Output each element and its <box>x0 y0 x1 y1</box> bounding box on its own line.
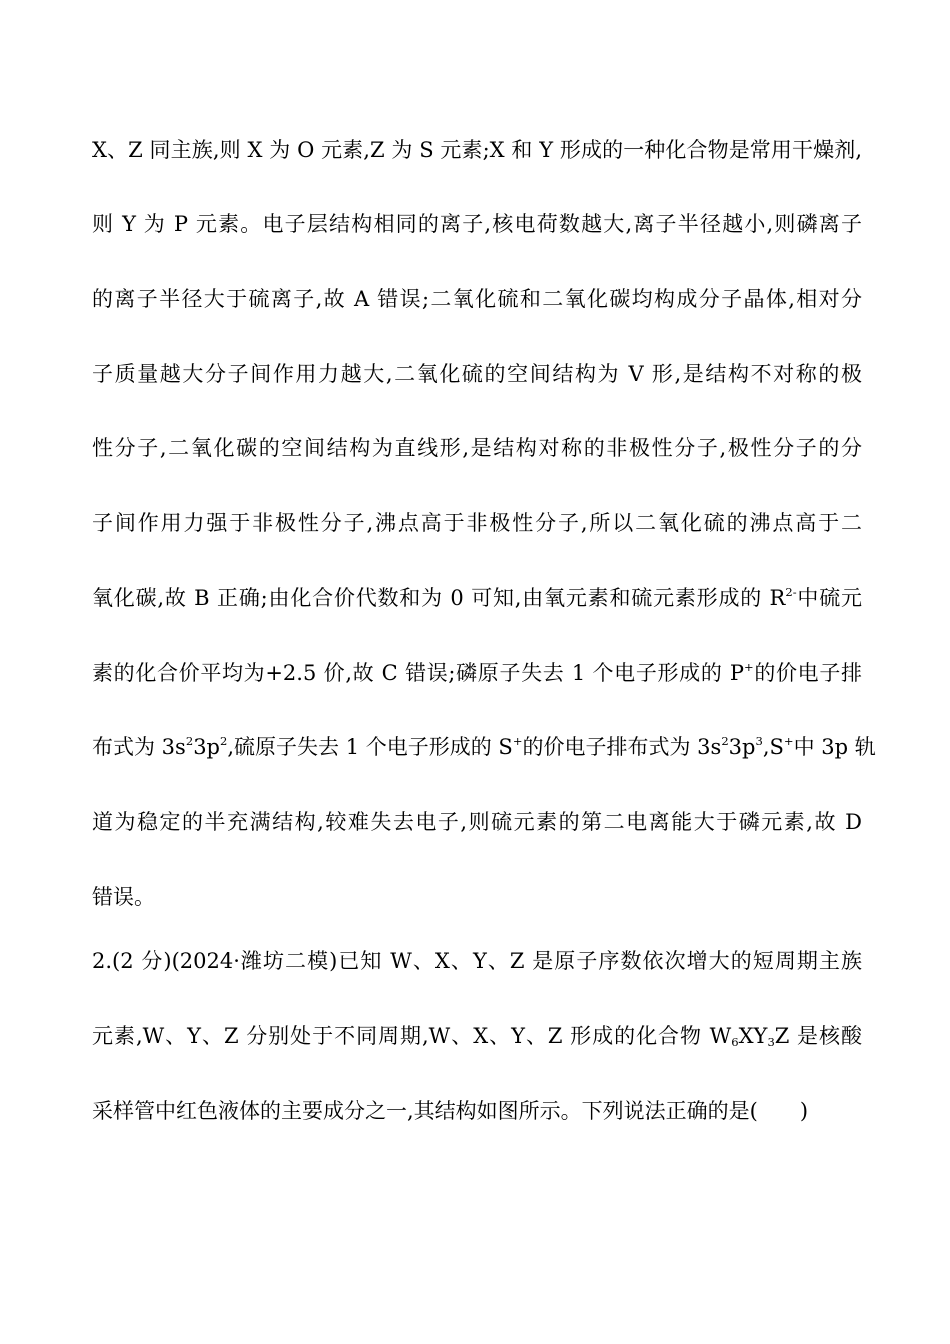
superscript: + <box>512 734 523 749</box>
text-run: 3p <box>728 735 756 759</box>
text-run: 氧化碳,故 B 正确;由化合价代数和为 0 可知,由氧元素和硫元素形成的 R <box>92 586 786 610</box>
text-line <box>92 807 862 837</box>
text-line <box>92 508 862 538</box>
text-run: 的价电子排布式为 3s <box>522 735 722 759</box>
superscript: 2 <box>721 734 729 749</box>
text-run: 素的化合价平均为+2.5 价,故 C 错误;磷原子失去 1 个电子形成的 P <box>92 661 744 685</box>
subscript: 6 <box>731 1034 739 1049</box>
text-run: 性分子,二氧化碳的空间结构为直线形,是结构对称的非极性分子,极性分子的分 <box>92 436 862 460</box>
text-run: 3p <box>193 735 220 759</box>
text-line <box>92 135 862 165</box>
text-run: 错误。 <box>92 885 155 909</box>
text-line <box>92 732 876 762</box>
text-run: 中 3p 轨 <box>793 735 876 759</box>
superscript: 2- <box>785 585 797 600</box>
text-line <box>92 359 862 389</box>
text-run: 2.(2 分)(2024·潍坊二模)已知 W、X、Y、Z 是原子序数依次增大的短周期主族 <box>92 949 862 973</box>
superscript: + <box>783 734 794 749</box>
text-line <box>92 433 862 463</box>
question-line <box>92 1096 862 1126</box>
text-run: 中硫元 <box>796 586 863 610</box>
text-line <box>92 882 862 912</box>
text-run: 元素,W、Y、Z 分别处于不同周期,W、X、Y、Z 形成的化合物 W <box>92 1024 732 1048</box>
question-line <box>92 946 862 976</box>
subscript: 3 <box>767 1034 775 1049</box>
superscript: 2 <box>185 734 194 749</box>
superscript: 2 <box>220 734 228 749</box>
text-run: 子质量越大分子间作用力越大,二氧化硫的空间结构为 V 形,是结构不对称的极 <box>92 362 862 386</box>
text-line <box>92 284 862 314</box>
text-run: 的离子半径大于硫离子,故 A 错误;二氧化硫和二氧化碳均构成分子晶体,相对分 <box>92 287 862 311</box>
text-run: 道为稳定的半充满结构,较难失去电子,则硫元素的第二电离能大于磷元素,故 D <box>92 810 862 834</box>
superscript: 3 <box>755 734 763 749</box>
text-run: 子间作用力强于非极性分子,沸点高于非极性分子,所以二氧化硫的沸点高于二 <box>92 511 862 535</box>
text-run: ,硫原子失去 1 个电子形成的 S <box>227 735 513 759</box>
question-line <box>92 1021 862 1051</box>
text-line <box>92 209 862 239</box>
text-run: Z 是核酸 <box>774 1024 862 1048</box>
text-run: 布式为 3s <box>92 735 186 759</box>
text-run: 的价电子排 <box>753 661 862 685</box>
text-line <box>92 583 862 613</box>
text-line <box>92 658 862 688</box>
superscript: + <box>743 660 754 675</box>
text-run: XY <box>738 1024 768 1048</box>
text-run: 则 Y 为 P 元素。电子层结构相同的离子,核电荷数越大,离子半径越小,则磷离子 <box>92 212 862 236</box>
text-run: ,S <box>762 735 784 759</box>
text-run: 采样管中红色液体的主要成分之一,其结构如图所示。下列说法正确的是( ) <box>92 1099 809 1123</box>
text-run: X、Z 同主族,则 X 为 O 元素,Z 为 S 元素;X 和 Y 形成的一种化合物是常用干燥剂, <box>92 138 862 162</box>
